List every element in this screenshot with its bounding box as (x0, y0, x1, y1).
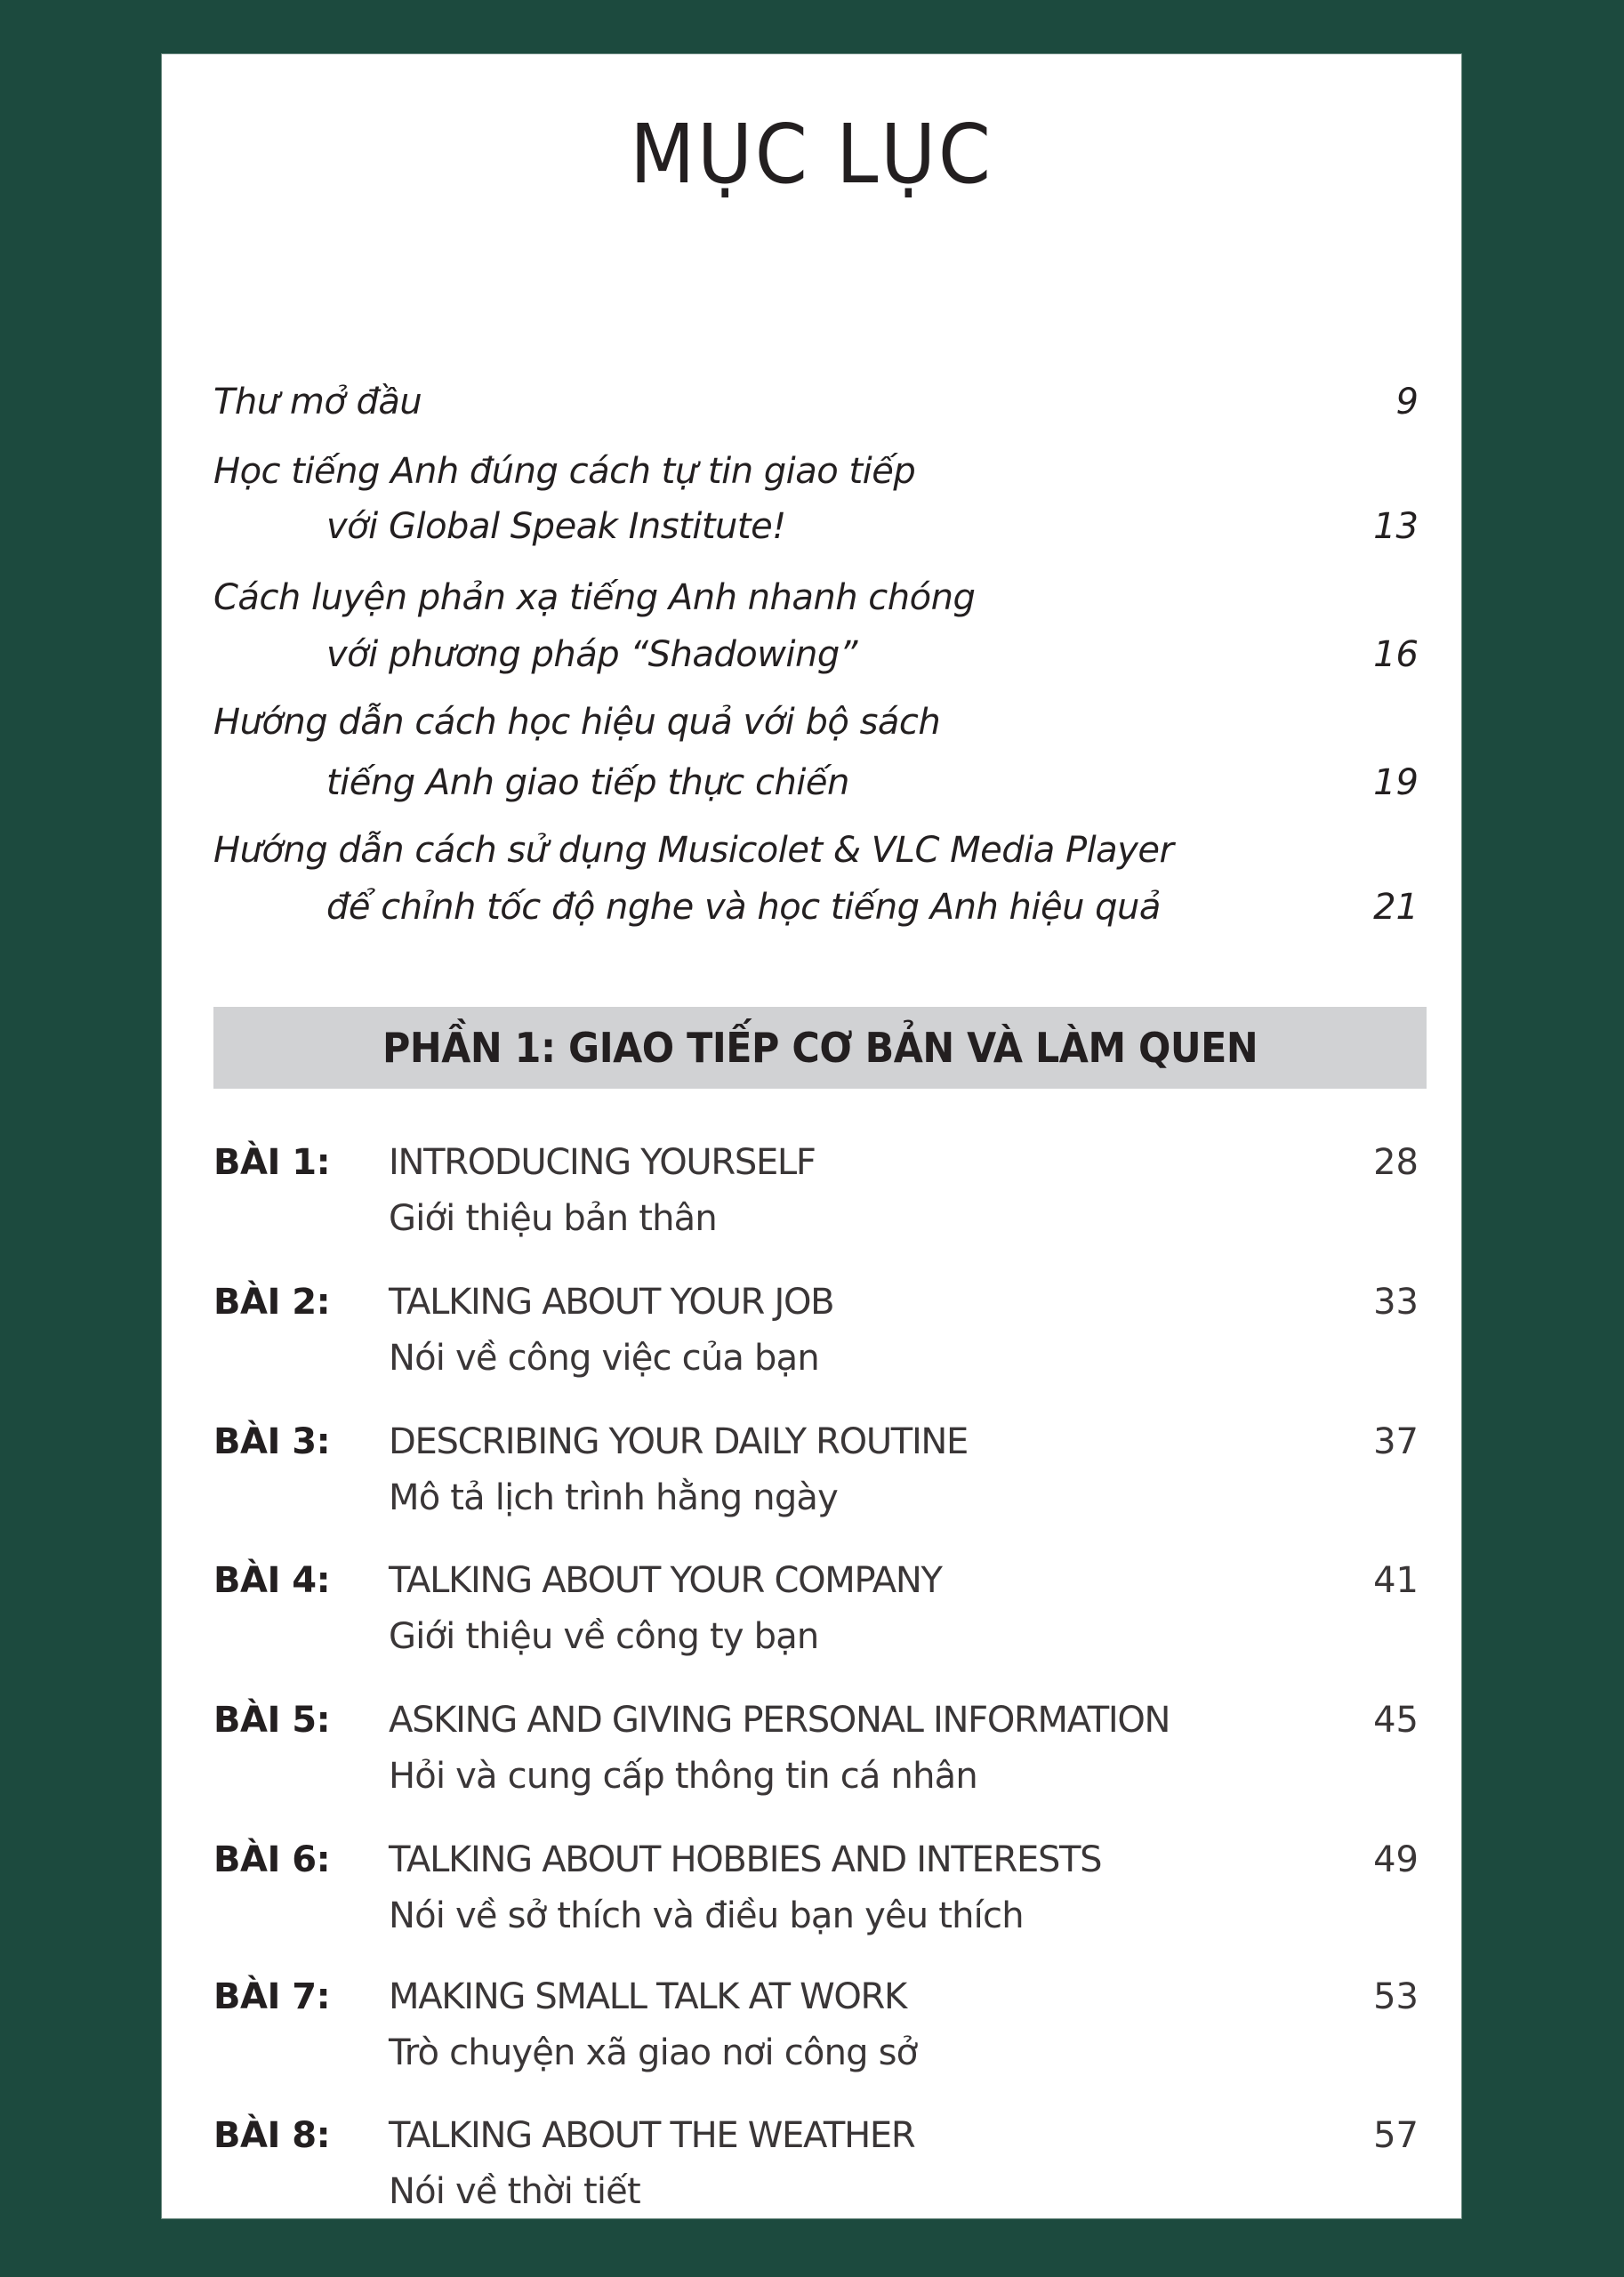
lesson-label: BÀI 2: (213, 1282, 331, 1323)
page-number: 41 (1373, 1560, 1419, 1601)
toc-entry-text-continued: để chỉnh tốc độ nghe và học tiếng Anh hiệu quả (326, 887, 1161, 928)
lesson-title: MAKING SMALL TALK AT WORK (389, 1976, 906, 2017)
page-number: 53 (1373, 1976, 1419, 2017)
lesson-title: TALKING ABOUT HOBBIES AND INTERESTS (389, 1839, 1102, 1880)
lesson-entry[interactable] (213, 1554, 1427, 1670)
lesson-subtitle: Nói về thời tiết (389, 2171, 640, 2212)
page-number: 21 (1373, 887, 1419, 928)
lesson-label: BÀI 7: (213, 1976, 331, 2017)
lesson-subtitle: Mô tả lịch trình hằng ngày (389, 1477, 839, 1518)
lesson-subtitle: Trò chuyện xã giao nơi công sở (389, 2032, 918, 2073)
toc-entry-text: Cách luyện phản xạ tiếng Anh nhanh chóng (213, 577, 976, 618)
lesson-label: BÀI 6: (213, 1839, 331, 1880)
section-title: PHẦN 1: GIAO TIẾP CƠ BẢN VÀ LÀM QUEN (382, 1024, 1258, 1072)
toc-entry-text-continued: với phương pháp “Shadowing” (326, 634, 857, 675)
lesson-entry[interactable] (213, 1275, 1427, 1391)
page-title: MỤC LỤC (630, 107, 993, 202)
page-number: 28 (1373, 1142, 1419, 1183)
lesson-entry[interactable] (213, 2109, 1427, 2218)
lesson-label: BÀI 1: (213, 1142, 331, 1183)
lesson-entry[interactable] (213, 1136, 1427, 1251)
lesson-title: TALKING ABOUT YOUR COMPANY (389, 1560, 942, 1601)
lesson-label: BÀI 4: (213, 1560, 331, 1601)
toc-entry-text: Hướng dẫn cách sử dụng Musicolet & VLC Media Player (213, 830, 1174, 871)
lesson-title: ASKING AND GIVING PERSONAL INFORMATION (389, 1700, 1170, 1741)
lesson-entry[interactable] (213, 1415, 1427, 1531)
toc-entry-text: Hướng dẫn cách học hiệu quả với bộ sách (213, 702, 941, 743)
toc-page (162, 54, 1461, 2218)
page-number: 9 (1395, 382, 1419, 422)
lesson-label: BÀI 8: (213, 2115, 331, 2156)
section-banner[interactable] (213, 1007, 1427, 1089)
lesson-subtitle: Nói về sở thích và điều bạn yêu thích (389, 1895, 1024, 1936)
lesson-title: TALKING ABOUT YOUR JOB (389, 1282, 834, 1323)
toc-entry-text: Học tiếng Anh đúng cách tự tin giao tiếp (213, 451, 916, 492)
lesson-subtitle: Nói về công việc của bạn (389, 1338, 819, 1379)
lesson-subtitle: Hỏi và cung cấp thông tin cá nhân (389, 1756, 977, 1797)
page-number: 19 (1373, 762, 1419, 803)
lesson-subtitle: Giới thiệu bản thân (389, 1198, 717, 1239)
lesson-subtitle: Giới thiệu về công ty bạn (389, 1616, 819, 1657)
toc-entry-media-player-cont[interactable] (213, 885, 1427, 929)
toc-entry-global-speak-cont[interactable] (213, 504, 1427, 549)
lesson-label: BÀI 3: (213, 1421, 331, 1462)
lesson-label: BÀI 5: (213, 1700, 331, 1741)
page-number: 13 (1373, 506, 1419, 547)
lesson-entry[interactable] (213, 1833, 1427, 1949)
toc-entry-text: Thư mở đầu (213, 382, 422, 422)
toc-entry-text-continued: tiếng Anh giao tiếp thực chiến (326, 762, 849, 803)
page-number: 57 (1373, 2115, 1419, 2156)
toc-entry-text-continued: với Global Speak Institute! (326, 506, 786, 547)
lesson-entry[interactable] (213, 1970, 1427, 2086)
lesson-title: DESCRIBING YOUR DAILY ROUTINE (389, 1421, 969, 1462)
toc-entry-global-speak[interactable] (213, 449, 1427, 494)
toc-entry-study-guide-cont[interactable] (213, 760, 1427, 805)
toc-entry-study-guide[interactable] (213, 700, 1427, 744)
page-number: 37 (1373, 1421, 1419, 1462)
toc-entry-shadowing[interactable] (213, 575, 1427, 620)
toc-entry-shadowing-cont[interactable] (213, 632, 1427, 677)
lesson-title: TALKING ABOUT THE WEATHER (389, 2115, 915, 2156)
page-number: 33 (1373, 1282, 1419, 1323)
page-number: 16 (1373, 634, 1419, 675)
lesson-entry[interactable] (213, 1694, 1427, 1809)
page-number: 49 (1373, 1839, 1419, 1880)
toc-entry-media-player[interactable] (213, 828, 1427, 873)
lesson-title: INTRODUCING YOURSELF (389, 1142, 816, 1183)
page-number: 45 (1373, 1700, 1419, 1741)
toc-entry-letter[interactable] (213, 380, 1427, 424)
